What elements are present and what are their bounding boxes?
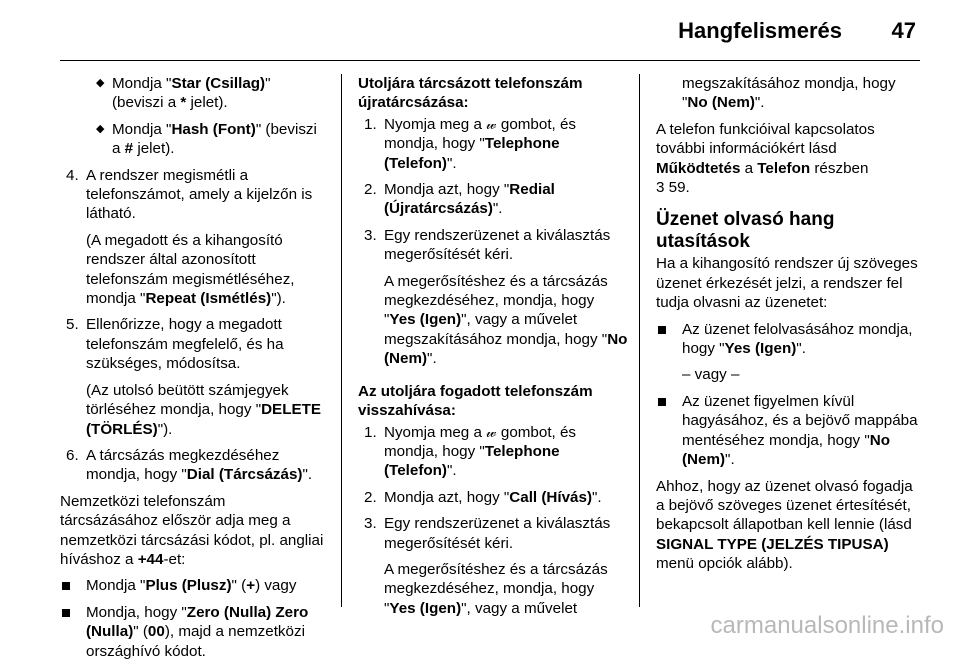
step-6: 6. A tárcsázás megkezdéséhez mondja, hogy "Dial (Tárcsázás)". — [66, 446, 313, 484]
column-left — [60, 74, 326, 668]
header-rule — [60, 60, 920, 61]
diamond-bullet-icon: ◆ — [96, 122, 105, 135]
step-4: 4. A rendszer megismétli a telefonszámot, amely a kijelzőn is látható. — [66, 166, 313, 223]
section-heading-message-reader: Üzenet olvasó hang utasítások — [656, 209, 835, 253]
column-middle — [358, 74, 628, 625]
square-bullet-icon — [62, 609, 70, 617]
watermark: carmanualsonline.info — [710, 612, 944, 639]
callback-step-3-continued: megszakításához mondja, hogy "No (Nem)". — [682, 75, 896, 112]
column-right — [656, 74, 922, 581]
sub-bullet-hash: ◆ Mondja "Hash (Font)" (beviszi a # jelet). — [96, 120, 317, 158]
square-bullet-icon — [658, 398, 666, 406]
page-title: Hangfelismerés — [678, 18, 842, 43]
square-bullet-ignore: Az üzenet figyelmen kívül hagyásához, és a bejövő mappába mentéséhez mondja, hogy "No (Nem)". — [656, 392, 922, 470]
step-5-note: (Az utolsó beütött számjegyek törléséhez mondja, hogy "DELETE (TÖRLÉS)"). — [86, 381, 322, 438]
column-divider — [341, 74, 342, 607]
callback-step-1: 1. Nyomja meg a 𝓌 gombot, és mondja, hogy "Telephone (Telefon)". — [364, 423, 577, 480]
section-heading-redial: Utoljára tárcsázott telefonszám újratárcsázása: — [358, 75, 583, 112]
phone-button-icon: 𝓌 — [486, 423, 497, 441]
callback-step-3-note: A megerősítéshez és a tárcsázás megkezdéséhez, mondja, hogy "Yes (Igen)", vagy a művelet — [384, 560, 608, 617]
redial-step-3-note: A megerősítéshez és a tárcsázás megkezdéséhez, mondja, hogy "Yes (Igen)", vagy a művelet megszakításához mondja, hogy "No (Nem)". — [384, 272, 628, 368]
message-outro: Ahhoz, hogy az üzenet olvasó fogadja a bejövő szöveges üzenet értesítését, bekapcsolt állapotban kell lennie (lásd SIGNAL TYPE (JELZÉS TIPUSA) menü opciók alább). — [656, 477, 913, 573]
callback-step-2: 2. Mondja azt, hogy "Call (Hívás)". — [364, 488, 602, 506]
square-bullet-plus: Mondja "Plus (Plusz)" (+) vagy — [60, 576, 326, 595]
step-4-note: (A megadott és a kihangosító rendszer által azonosított telefonszám megismétléséhez, mondja "Repeat (Ismétlés)"). — [86, 231, 295, 308]
redial-step-1: 1. Nyomja meg a 𝓌 gombot, és mondja, hogy "Telephone (Telefon)". — [364, 115, 577, 172]
diamond-bullet-icon: ◆ — [96, 77, 105, 89]
callback-step-3: 3. Egy rendszerüzenet a kiválasztás megerősítését kéri. — [364, 515, 611, 552]
square-bullet-icon — [62, 582, 70, 590]
redial-step-2: 2. Mondja azt, hogy "Redial (Újratárcsázás)". — [364, 181, 555, 218]
square-bullet-icon — [658, 326, 666, 334]
or-separator: – vagy – — [682, 366, 740, 384]
square-bullet-read: Az üzenet felolvasásához mondja, hogy "Yes (Igen)". — [656, 320, 922, 359]
sub-bullet-star: ◆ Mondja "Star (Csillag)" (beviszi a * jelet). — [96, 75, 271, 112]
phone-button-icon: 𝓌 — [486, 115, 497, 133]
square-bullet-zero: Mondja, hogy "Zero (Nulla) Zero (Nulla)" (00), majd a nemzetközi országhívó kódot. — [60, 603, 326, 661]
column-divider — [639, 74, 640, 607]
info-paragraph: A telefon funkcióival kapcsolatos további információkért lásd Működtetés a Telefon részben 3 59. — [656, 120, 875, 197]
intl-paragraph: Nemzetközi telefonszám tárcsázásához először adja meg a nemzetközi tárcsázási kódot, pl. angliai híváshoz a +44-et: — [60, 492, 324, 568]
page-number: 47 — [891, 18, 916, 43]
redial-step-3: 3. Egy rendszerüzenet a kiválasztás megerősítését kéri. — [364, 226, 611, 264]
message-intro: Ha a kihangosító rendszer új szöveges üzenet érkezését jelzi, a rendszer fel tudja olvasni az üzenetet: — [656, 255, 918, 312]
page-reference: 3 59. — [656, 179, 690, 197]
section-heading-callback: Az utoljára fogadott telefonszám visszahívása: — [358, 382, 593, 420]
step-5: 5. Ellenőrizze, hogy a megadott telefonszám megfelelő, és ha szükséges, módosítsa. — [66, 316, 284, 373]
